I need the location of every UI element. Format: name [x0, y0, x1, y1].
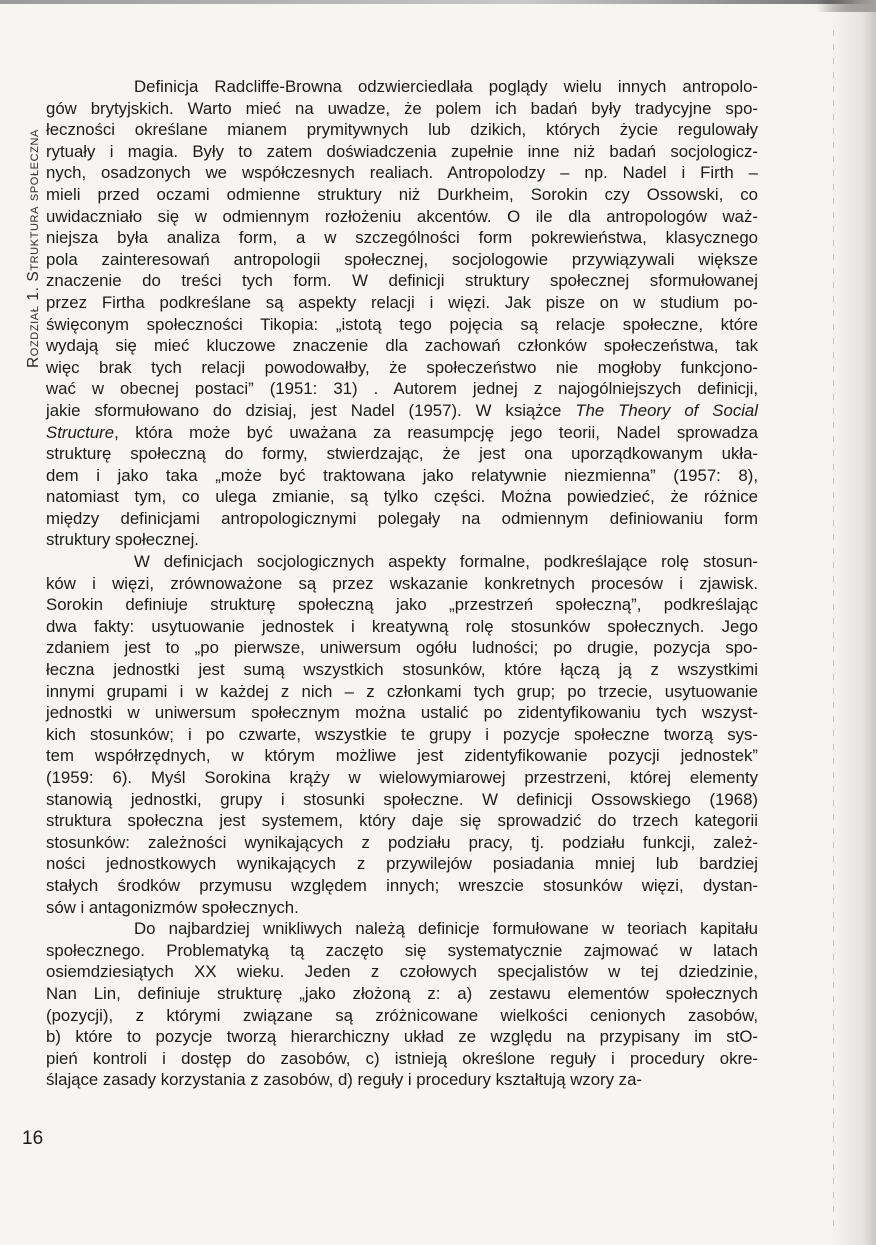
text-line: Definicja Radcliffe-Browna odzwierciedlała poglądy wielu innych antropolo-: [134, 77, 758, 96]
text-line: Structure, która może być uważana za reasumpcję jego teorii, Nadel sprowadza: [46, 422, 758, 442]
text-line: łeczna jednostki jest sumą wszystkich stosunków, które łączą ją z wszystkimi: [46, 660, 758, 680]
body-text: [46, 76, 758, 1091]
text-line: (1959: 6). Myśl Sorokina krąży w wielowymiarowej przestrzeni, której elementy: [46, 768, 758, 787]
text-line: stałych środków przymusu względem innych; wreszcie stosunków więzi, dystan-: [46, 875, 758, 895]
text-line: społecznego. Problematyką tą zaczęto się systematycznie zajmować w latach: [46, 940, 758, 960]
text-line: tem współrzędnych, w którym możliwe jest zidentyfikowanie pozycji jednostek”: [46, 746, 758, 766]
text-line: mieli przed oczami odmienne struktury niż Durkheim, Sorokin czy Ossowski, co: [46, 184, 758, 204]
page-binding-edge: [830, 0, 876, 1245]
text-line: jakie sformułowano do dzisiaj, jest Nadel (1957). W książce The Theory of Social: [46, 400, 758, 420]
text-line: W definicjach socjologicznych aspekty formalne, podkreślające rolę stosun-: [134, 552, 758, 572]
text-line: pola zainteresowań antropologii społecznej, socjologowie przywiązywali większe: [46, 249, 758, 269]
text-line: święconym społeczności Tikopia: „istotą tego pojęcia są relacje społeczne, które: [46, 314, 758, 334]
text-line: kich stosunków; i po czwarte, wszystkie te grupy i pozycje społeczne tworzą sys-: [46, 724, 758, 744]
text-line: sów i antagonizmów społecznych.: [46, 897, 299, 917]
text-line: stosunków: zależności wynikających z podziału pracy, tj. podziału funkcji, zależ-: [46, 832, 758, 852]
text-line: wać w obecnej postaci” (1951: 31) . Autorem jednej z najogólniejszych definicji,: [46, 379, 758, 399]
text-line: uwidaczniało się w odmiennym rozłożeniu akcentów. O ile dla antropologów waż-: [46, 206, 758, 226]
paragraph: [46, 551, 758, 918]
paragraph: [46, 76, 758, 551]
text-line: Do najbardziej wnikliwych należą definicje formułowane w teoriach kapitału: [134, 919, 758, 939]
binding-dotted-line: [833, 30, 834, 1230]
text-line: łeczności określane mianem prymitywnych lub dzikich, których życie regulowały: [46, 120, 758, 140]
text-line: dwa fakty: usytuowanie jednostek i kreatywną rolę stosunków społecznych. Jego: [46, 616, 758, 636]
text-line: jednostki w uniwersum społecznym można ustalić po zidentyfikowaniu tych wszyst-: [46, 703, 758, 723]
text-line: rytuały i magia. Były to zatem doświadczenia zupełnie inne niż badań socjologicz-: [46, 141, 758, 161]
text-line: przez Firtha podkreślane są aspekty relacji i więzi. Jak pisze on w studium po-: [46, 292, 758, 312]
text-line: pień kontroli i dostęp do zasobów, c) istnieją określone reguły i procedury okre-: [46, 1048, 758, 1068]
text-line: znaczenie do treści tych form. W definicji struktury społecznej sformułowanej: [46, 271, 758, 291]
text-line: Sorokin definiuje strukturę społeczną jako „przestrzeń społeczną”, podkreślając: [46, 595, 758, 615]
text-line: nych, osadzonych we współczesnych realiach. Antropolodzy – np. Nadel i Firth –: [46, 163, 758, 183]
text-line: gów brytyjskich. Warto mieć na uwadze, że polem ich badań były tradycyjne spo-: [46, 98, 758, 118]
running-header-vertical: Rozdział 1. Struktura społeczna: [25, 129, 42, 368]
text-line: ków i więzi, zrównoważone są przez wskazanie konkretnych procesów i zjawisk.: [46, 573, 758, 593]
text-line: strukturę społeczną do formy, stwierdzając, że jest ona uporządkowanym ukła-: [46, 444, 758, 464]
text-line: osiemdziesiątych XX wieku. Jeden z czołowych specjalistów w tej dziedzinie,: [46, 962, 758, 982]
scan-top-edge: [0, 0, 876, 4]
text-line: Nan Lin, definiuje strukturę „jako złożoną z: a) zestawu elementów społecznych: [46, 983, 758, 1003]
text-line: b) które to pozycje tworzą hierarchiczny układ ze względu na przypisany im stO-: [46, 1027, 758, 1047]
paragraph: [46, 918, 758, 1091]
text-line: natomiast tym, co ulega zmianie, są tylko części. Można powiedzieć, że różnice: [46, 487, 758, 507]
page-number: 16: [22, 1128, 44, 1149]
text-line: więc brak tych relacji powodowałby, że społeczeństwo nie mogłoby funkcjono-: [46, 357, 758, 377]
text-line: dem i jako taka „może być traktowana jako relatywnie niezmienna” (1957: 8),: [46, 465, 758, 485]
text-line: ślające zasady korzystania z zasobów, d) reguły i procedury kształtują wzory za-: [46, 1070, 642, 1090]
text-line: stanowią jednostki, grupy i stosunki społeczne. W definicji Ossowskiego (1968): [46, 789, 758, 809]
text-line: struktury społecznej.: [46, 530, 199, 550]
text-line: (pozycji), z którymi związane są zróżnicowane wielkości cenionych zasobów,: [46, 1005, 758, 1025]
text-line: ności jednostkowych wynikających z przywilejów posiadania mniej lub bardziej: [46, 854, 758, 874]
text-line: wydają się mieć kluczowe znaczenie dla zachowań członków społeczeństwa, tak: [46, 336, 758, 356]
text-line: niejsza była analiza form, a w szczególności form pokrewieństwa, klasycznego: [46, 228, 758, 248]
text-line: innymi grupami i w każdej z nich – z członkami tych grup; po trzecie, usytuowanie: [46, 681, 758, 701]
text-line: struktura społeczna jest systemem, który daje się sprowadzić do trzech kategorii: [46, 811, 758, 831]
text-line: między definicjami antropologicznymi polegały na odmiennym definiowaniu form: [46, 508, 758, 528]
text-line: zdaniem jest to „po pierwsze, uniwersum ogółu ludności; po drugie, pozycja spo-: [46, 638, 758, 658]
